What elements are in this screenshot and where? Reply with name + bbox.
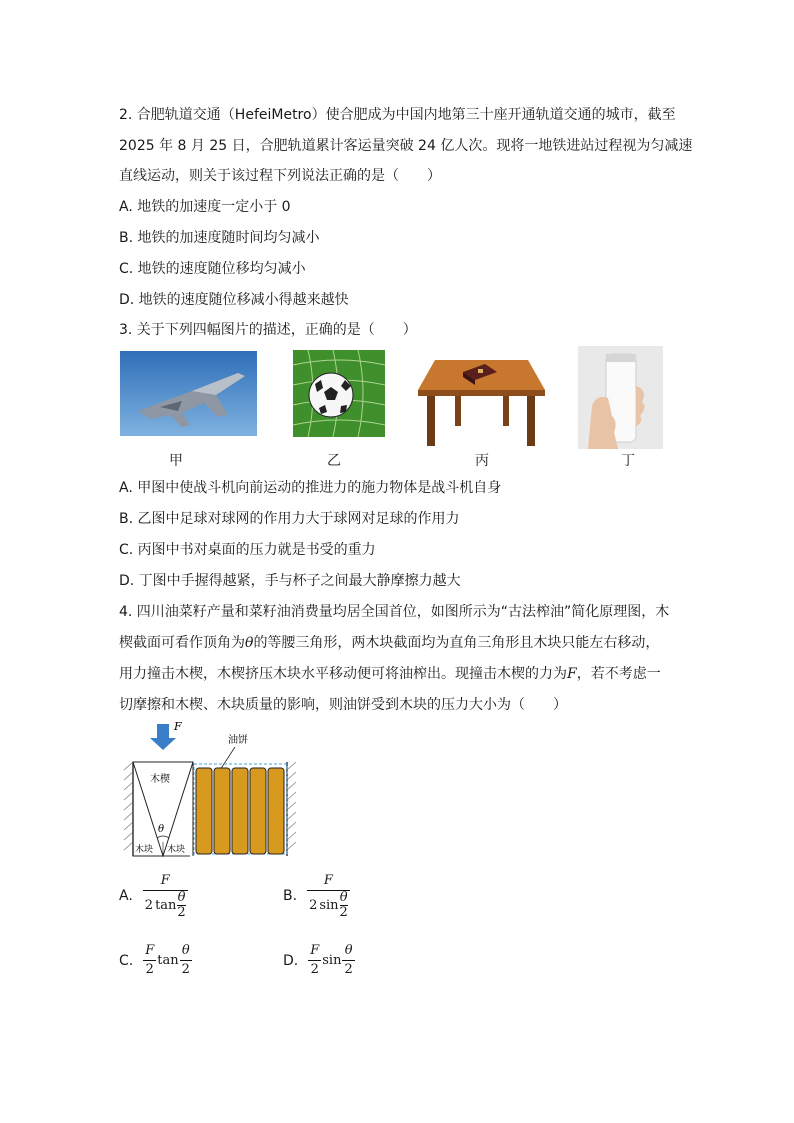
q3-option-c: C. 丙图中书对桌面的压力就是书受的重力 (119, 542, 376, 558)
q4-option-d: D. $\frac{F}{2}$ sin $\frac{\theta}{2}$ (283, 943, 353, 977)
caption-jia: 甲 (169, 453, 183, 469)
q4-stem-line1: 4. 四川油菜籽产量和菜籽油消费量均居全国首位，如图所示为“古法榨油”简化原理图，木 (119, 604, 670, 620)
fighter-jet-image (120, 351, 257, 436)
q4-stem-line3: 用力撞击木楔，木楔挤压木块水平移动便可将油榨出。现撞击木楔的力为F，若不考虑一 (119, 666, 661, 682)
angle-label: θ (158, 824, 165, 835)
force-label: F (174, 720, 182, 733)
q2-stem-line3: 直线运动，则关于该过程下列说法正确的是（ ） (119, 168, 441, 184)
q2-option-d: D. 地铁的速度随位移减小得越来越快 (119, 292, 349, 308)
caption-yi: 乙 (327, 453, 341, 469)
caption-bing: 丙 (475, 453, 489, 469)
q3-option-a: A. 甲图中使战斗机向前运动的推进力的施力物体是战斗机自身 (119, 480, 502, 496)
oil-press-diagram (120, 718, 300, 860)
q2-option-b: B. 地铁的加速度随时间均匀减小 (119, 230, 320, 246)
q2-option-a: A. 地铁的加速度一定小于 0 (119, 199, 291, 215)
q4-option-a: A. F 2 tan θ 2 (119, 873, 186, 920)
wedge-label: 木楔 (150, 774, 170, 785)
block-right-label: 木块 (167, 845, 186, 855)
q2-stem-line2: 2025 年 8 月 25 日，合肥轨道累计客运量突破 24 亿人次。现将一地铁进站过程视为匀减速 (119, 138, 693, 154)
oil-cake-label: 油饼 (228, 735, 248, 746)
caption-ding: 丁 (621, 453, 635, 469)
q2-stem-line1: 2. 合肥轨道交通（HefeiMetro）使合肥成为中国内地第三十座开通轨道交通的城市，截至 (119, 107, 676, 123)
q4-option-c: C. $\frac{F}{2}$ tan $\frac{\theta}{2}$ (119, 943, 190, 977)
q2-option-c: C. 地铁的速度随位移均匀减小 (119, 261, 306, 277)
q3-option-b: B. 乙图中足球对球网的作用力大于球网对足球的作用力 (119, 511, 460, 527)
block-left-label: 木块 (135, 845, 154, 855)
q3-stem: 3. 关于下列四幅图片的描述，正确的是（ ） (119, 322, 417, 338)
q4-option-b: B. F 2 sin θ 2 (283, 873, 348, 920)
q4-stem-line4: 切摩擦和木楔、木块质量的影响，则油饼受到木块的压力大小为（ ） (119, 697, 567, 713)
q3-option-d: D. 丁图中手握得越紧，手与杯子之间最大静摩擦力越大 (119, 573, 461, 589)
q4-stem-line2: 楔截面可看作顶角为θ的等腰三角形，两木块截面均为直角三角形且木块只能左右移动， (119, 635, 660, 651)
table-book-image (415, 352, 548, 447)
hand-cup-image (578, 346, 663, 449)
soccer-ball-image (293, 350, 385, 437)
